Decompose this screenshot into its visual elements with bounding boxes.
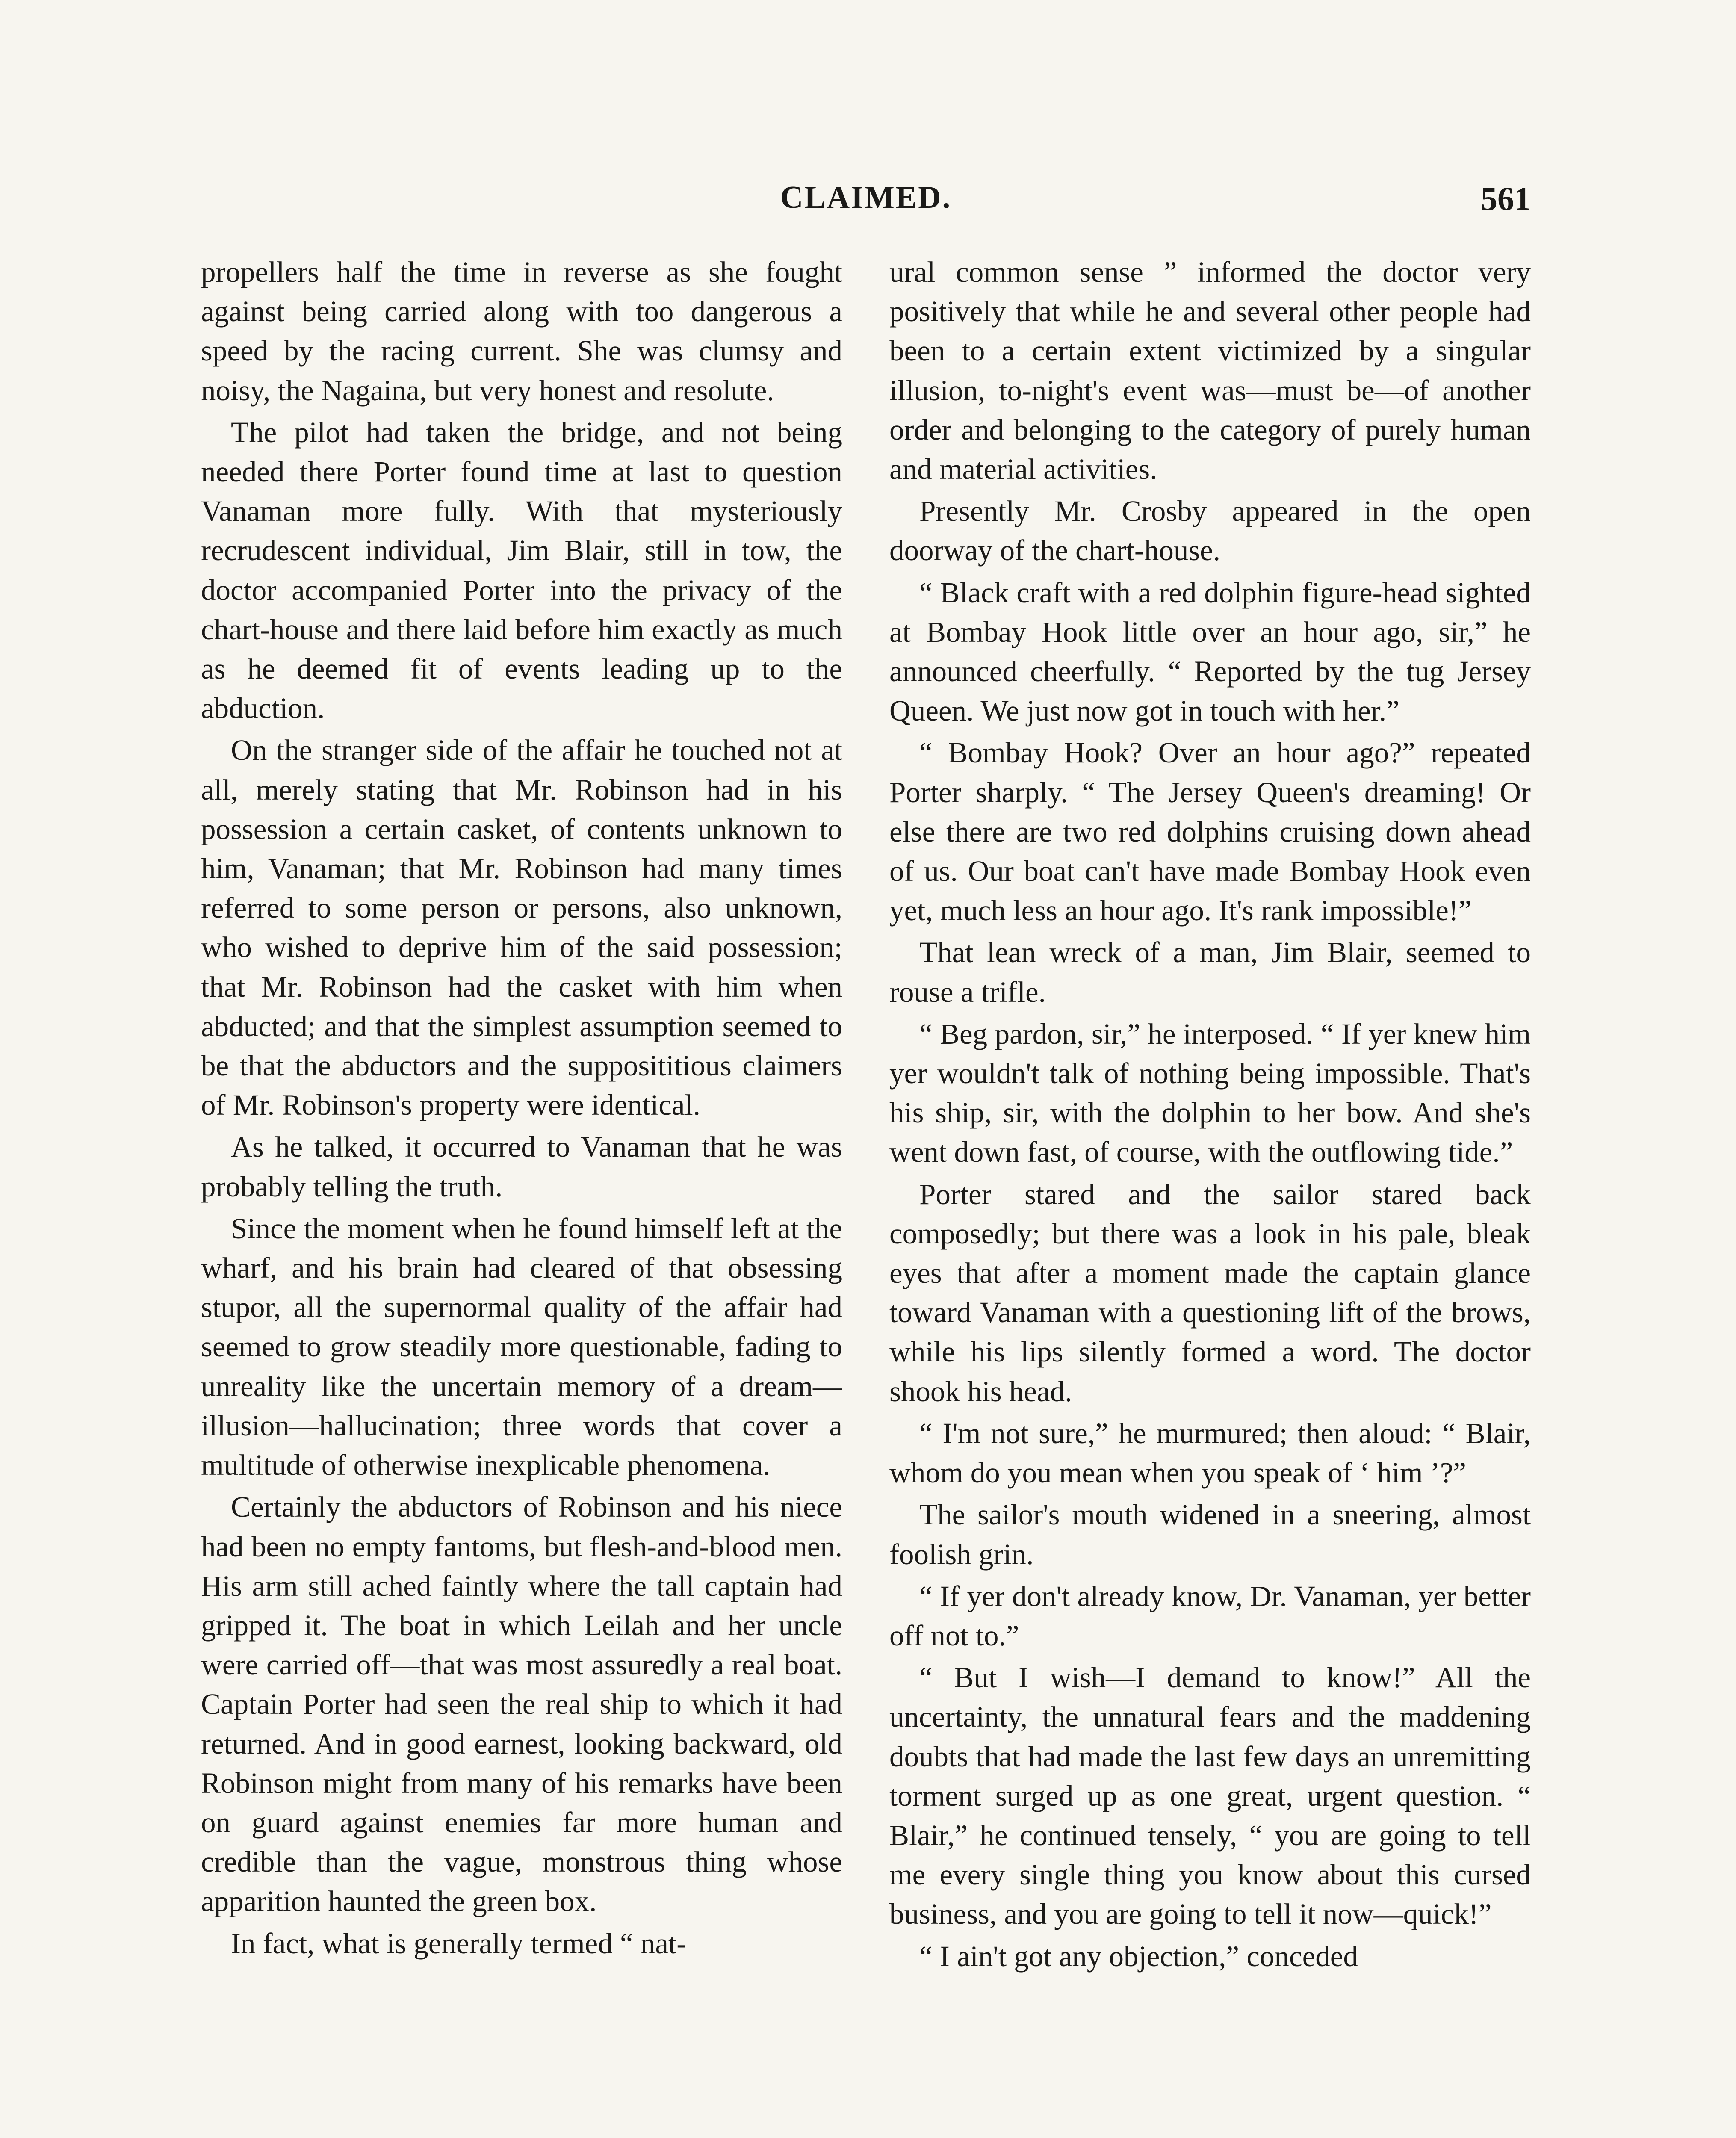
page-number: 561 xyxy=(1481,180,1531,217)
paragraph: “ Black craft with a red dolphin figure-head sighted at Bombay Hook little over an hour ago, sir,” he announced cheerfully. “ Reported by the tug Jersey Queen. We just now got in touch with her.” xyxy=(889,576,1531,727)
running-title: CLAIMED. xyxy=(780,180,952,215)
paragraph: propellers half the time in reverse as she fought against being carried along with too dangerous a speed by the racing current. She was clumsy and noisy, the Nagaina, but very honest and resolute. xyxy=(201,256,842,407)
paragraph: The sailor's mouth widened in a sneering, almost foolish grin. xyxy=(889,1498,1531,1571)
paragraph: In fact, what is generally termed “ nat- xyxy=(231,1927,687,1960)
paragraph: Presently Mr. Crosby appeared in the open doorway of the chart-house. xyxy=(889,495,1531,567)
paragraph: “ I ain't got any objection,” conceded xyxy=(919,1940,1358,1973)
paragraph: Certainly the abductors of Robinson and his niece had been no empty fantoms, but flesh-and-blood men. His arm still ached faintly where the tall captain had gripped it. The boat in which Leilah and her uncle were carried off—that was most assuredly a real boat. Captain Porter had seen the real ship to which it had returned. And in good earnest, looking backward, old Robinson might from many of his remarks have been on guard against enemies far more human and credible than the vague, monstrous thing whose apparition haunted the green box. xyxy=(201,1491,842,1918)
paragraph: “ I'm not sure,” he murmured; then aloud: “ Blair, whom do you mean when you speak of ‘ him ’?” xyxy=(889,1417,1531,1489)
paragraph: “ Bombay Hook? Over an hour ago?” repeated Porter sharply. “ The Jersey Queen's dreaming! Or else there are two red dolphins cruising down ahead of us. Our boat can't have made Bombay Hook even yet, much less an hour ago. It's rank impossible!” xyxy=(889,736,1531,927)
left-column xyxy=(201,252,842,2138)
paragraph: ural common sense ” informed the doctor very positively that while he and several other people had been to a certain extent victimized by a singular illusion, to-night's event was—must be—of another order and belonging to the category of purely human and material activities. xyxy=(889,256,1531,486)
text-columns xyxy=(201,252,1531,2138)
paragraph: “ If yer don't already know, Dr. Vanaman, yer better off not to.” xyxy=(889,1580,1531,1652)
right-column xyxy=(889,252,1531,2138)
paragraph: Since the moment when he found himself left at the wharf, and his brain had cleared of that obsessing stupor, all the supernormal quality of the affair had seemed to grow steadily more questionable, fading to unreality like the uncertain memory of a dream—illusion—hallucination; three words that cover a multitude of otherwise inexplicable phenomena. xyxy=(201,1212,842,1482)
paragraph: “ But I wish—I demand to know!” All the uncertainty, the unnatural fears and the maddening doubts that had made the last few days an unremitting torment surged up as one great, urgent question. “ Blair,” he continued tensely, “ you are going to tell me every single thing you know about this cursed business, and you are going to tell it now—quick!” xyxy=(889,1661,1531,1931)
paragraph: “ Beg pardon, sir,” he interposed. “ If yer knew him yer wouldn't talk of nothing being impossible. That's his ship, sir, with the dolphin to her bow. And she's went down fast, of course, with the outflowing tide.” xyxy=(889,1017,1531,1169)
paragraph: That lean wreck of a man, Jim Blair, seemed to rouse a trifle. xyxy=(889,936,1531,1008)
paragraph: The pilot had taken the bridge, and not being needed there Porter found time at last to question Vanaman more fully. With that mysteriously recrudescent individual, Jim Blair, still in tow, the doctor accompanied Porter into the privacy of the chart-house and there laid before him exactly as much as he deemed fit of events leading up to the abduction. xyxy=(201,416,842,725)
paragraph: On the stranger side of the affair he touched not at all, merely stating that Mr. Robinson had in his possession a certain casket, of contents unknown to him, Vanaman; that Mr. Robinson had many times referred to some person or persons, also unknown, who wished to deprive him of the said possession; that Mr. Robinson had the casket with him when abducted; and that the simplest assumption seemed to be that the abductors and the supposititious claimers of Mr. Robinson's property were identical. xyxy=(201,734,842,1122)
paragraph: As he talked, it occurred to Vanaman that he was probably telling the truth. xyxy=(201,1131,842,1203)
paragraph: Porter stared and the sailor stared back composedly; but there was a look in his pale, bleak eyes that after a moment made the captain glance toward Vanaman with a questioning lift of the brows, while his lips silently formed a word. The doctor shook his head. xyxy=(889,1178,1531,1408)
page-header xyxy=(201,180,1531,222)
